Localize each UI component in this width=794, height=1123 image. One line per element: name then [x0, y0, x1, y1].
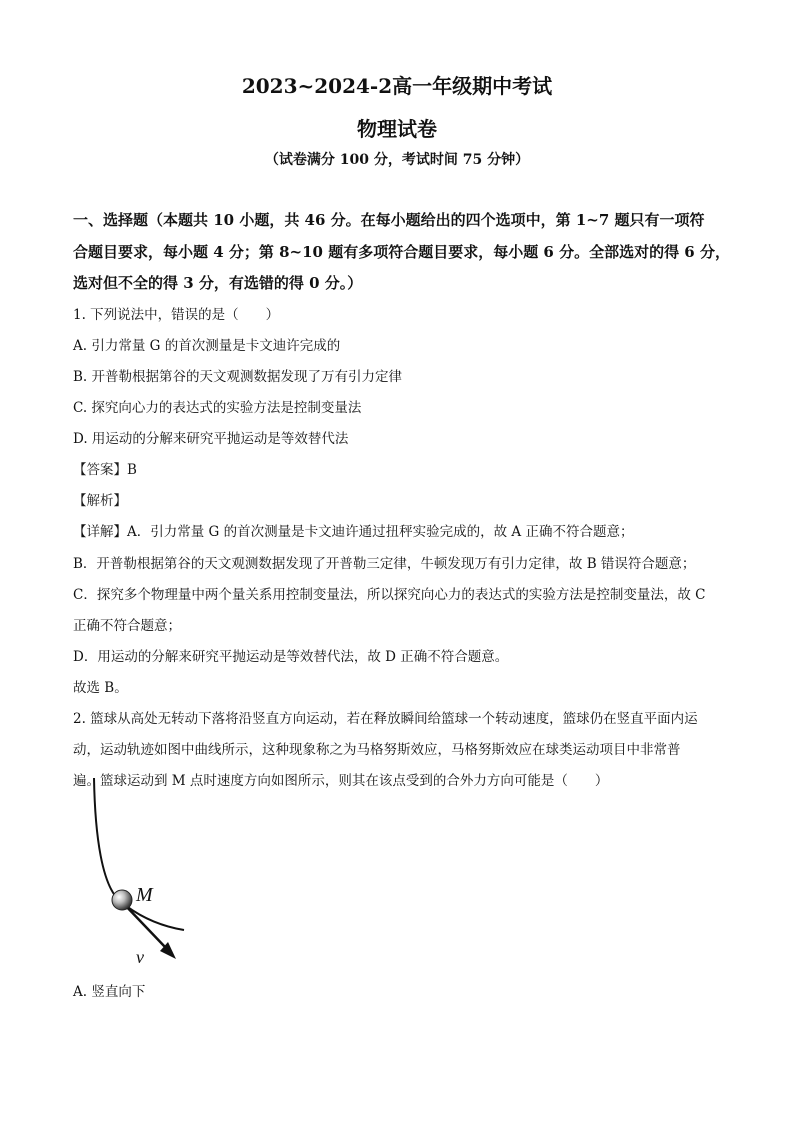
exam-note: （试卷满分 100 分，考试时间 75 分钟） — [264, 152, 530, 168]
q1-detail-line-5: D．用运动的分解来研究平抛运动是等效替代法，故 D 正确不符合题意。 — [73, 649, 509, 665]
ball — [112, 890, 132, 910]
q2-option-a: A. 竖直向下 — [73, 984, 146, 1000]
exam-subject: 物理试卷 — [357, 117, 437, 141]
trajectory-figure — [80, 776, 190, 976]
velocity-arrow-line — [122, 902, 166, 948]
q1-answer: 【答案】B — [73, 462, 137, 478]
q1-detail-line-4: 正确不符合题意； — [73, 618, 181, 634]
q2-stem-line-2: 动，运动轨迹如图中曲线所示，这种现象称之为马格努斯效应，马格努斯效应在球类运动项目中非常普 — [73, 742, 681, 758]
q1-option-a: A. 引力常量 G 的首次测量是卡文迪许完成的 — [73, 338, 341, 354]
q1-analysis-label: 【解析】 — [73, 493, 127, 509]
section-instruction-line-3: 选对但不全的得 3 分，有选错的得 0 分。） — [73, 274, 363, 292]
q1-option-d: D. 用运动的分解来研究平抛运动是等效替代法 — [73, 431, 349, 447]
section-instruction-line-2: 合题目要求，每小题 4 分；第 8~10 题有多项符合题目要求，每小题 6 分。全部选对的得 6 分， — [73, 243, 730, 261]
q2-stem-line-1: 2. 篮球从高处无转动下落将沿竖直方向运动，若在释放瞬间给篮球一个转动速度，篮球仍在竖直平面内运 — [73, 711, 698, 727]
velocity-label-v: v — [136, 947, 144, 967]
section-instruction-line-1: 一、选择题（本题共 10 小题，共 46 分。在每小题给出的四个选项中，第 1~7 题只有一项符 — [73, 211, 705, 229]
trajectory-curve — [94, 778, 184, 930]
q1-detail-line-2: B．开普勒根据第谷的天文观测数据发现了开普勒三定律，牛顿发现万有引力定律，故 B 错误符合题意； — [73, 556, 696, 572]
q1-detail-line-3: C．探究多个物理量中两个量关系用控制变量法，所以探究向心力的表达式的实验方法是控制变量法，故 C — [73, 587, 706, 603]
q1-detail-line-6: 故选 B。 — [73, 680, 128, 696]
point-label-m: M — [136, 884, 153, 906]
q1-option-c: C. 探究向心力的表达式的实验方法是控制变量法 — [73, 400, 362, 416]
q2-stem-line-3: 遍。篮球运动到 M 点时速度方向如图所示，则其在该点受到的合外力方向可能是（ ） — [73, 773, 609, 789]
q1-option-b: B. 开普勒根据第谷的天文观测数据发现了万有引力定律 — [73, 369, 403, 385]
q1-stem: 1. 下列说法中，错误的是（ ） — [73, 307, 280, 323]
exam-title: 2023~2024-2高一年级期中考试 — [241, 74, 553, 98]
q1-detail-line-1: 【详解】A．引力常量 G 的首次测量是卡文迪许通过扭秤实验完成的，故 A 正确不符合题意； — [73, 524, 634, 540]
